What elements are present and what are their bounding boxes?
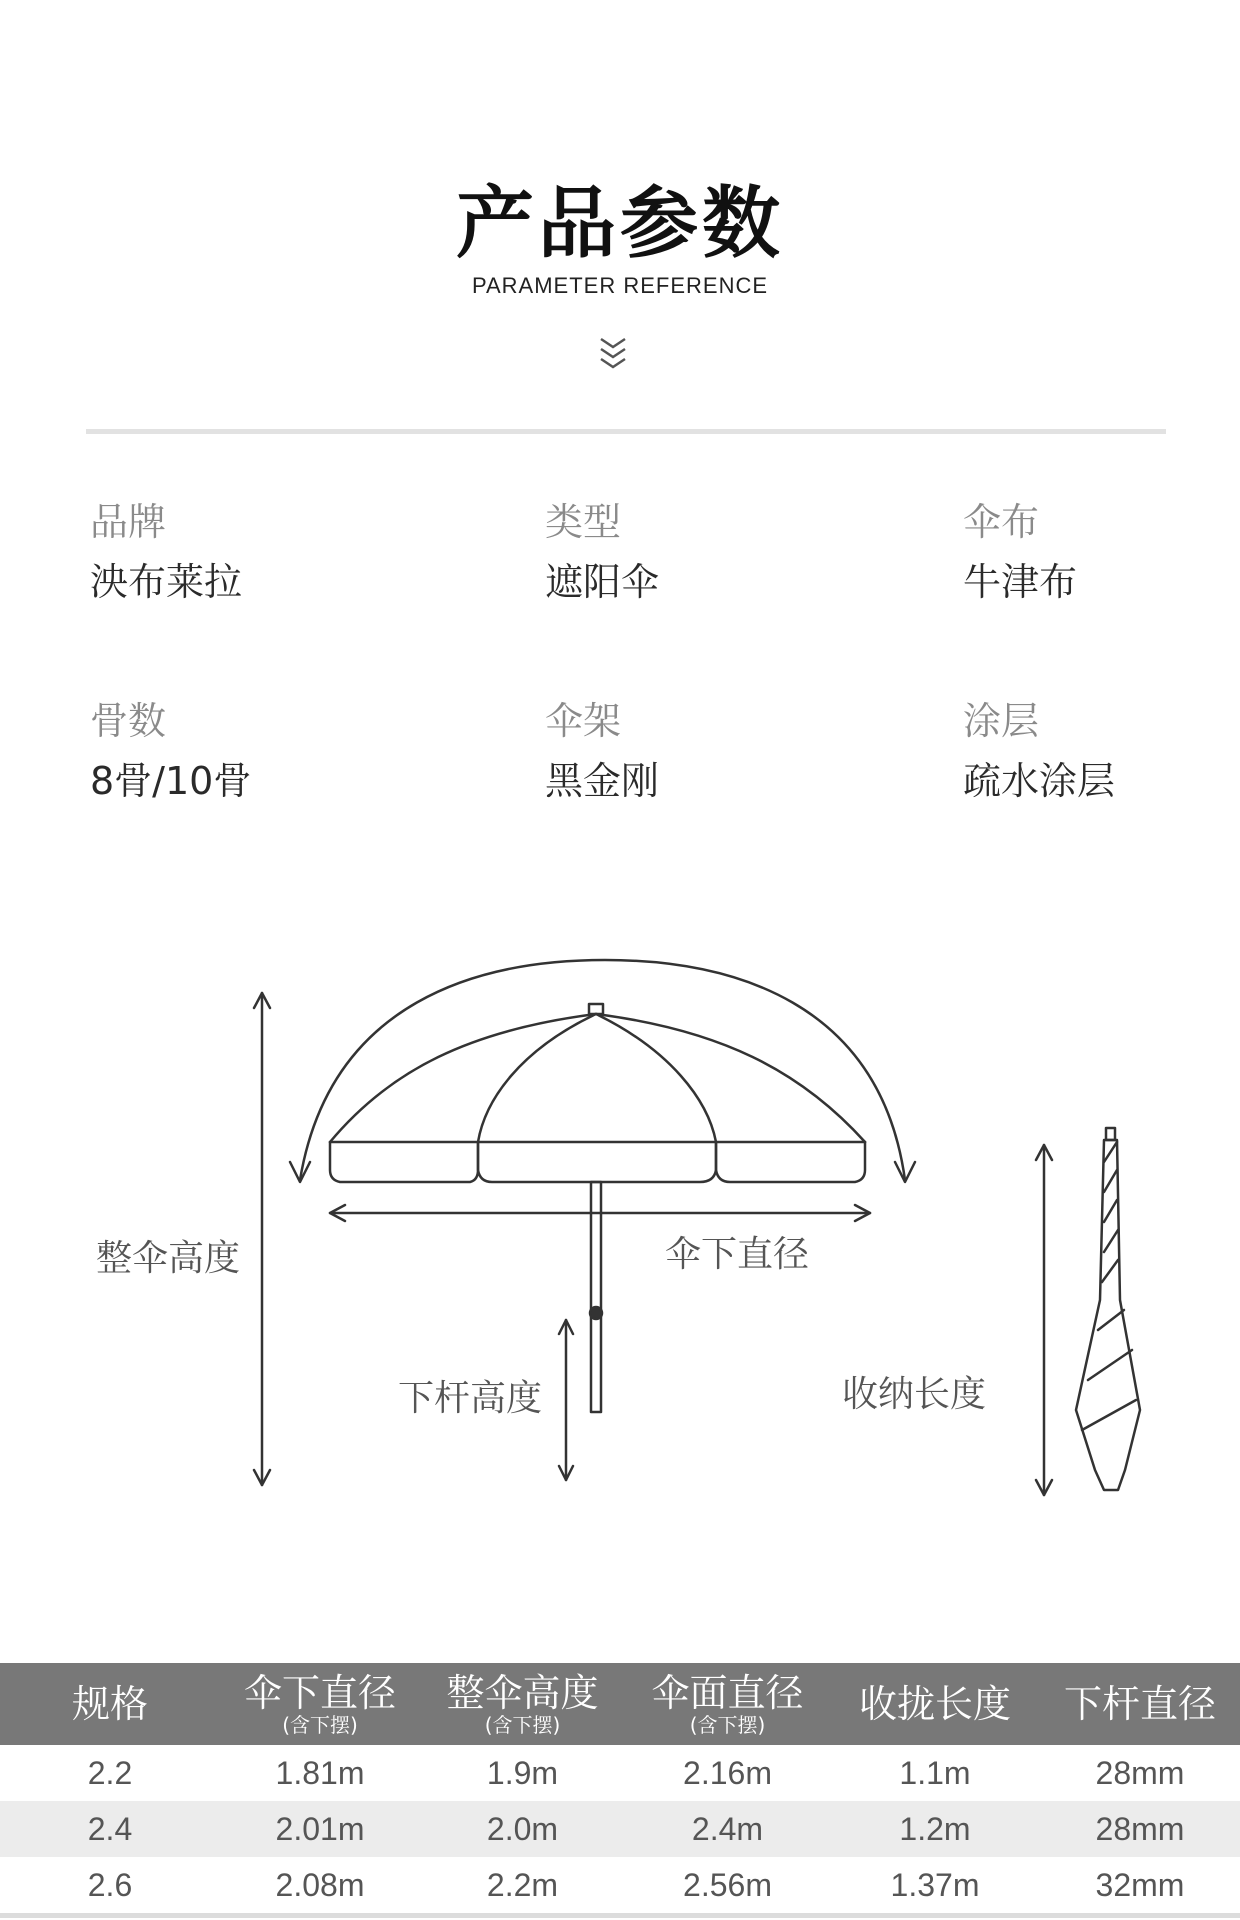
folded-stripe <box>1104 1200 1117 1222</box>
spec-value: 泱布莱拉 <box>90 560 243 604</box>
table-header-cell <box>0 1663 220 1745</box>
table-cell: 1.37m <box>890 1866 980 1903</box>
arc-line <box>300 960 905 1180</box>
folded-stripe <box>1104 1170 1117 1192</box>
table-cell: 2.56m <box>683 1866 772 1903</box>
table-row <box>0 1801 1240 1857</box>
table-cell: 2.0m <box>486 1810 559 1847</box>
spec-label: 类型 <box>545 500 622 544</box>
canopy-top <box>589 1004 603 1014</box>
header-sub: (含下摆) <box>282 1713 358 1737</box>
page-title: 产品参数 <box>455 179 784 269</box>
folded-stripe <box>1104 1230 1118 1252</box>
spec-value: 疏水涂层 <box>963 759 1116 803</box>
divider <box>86 429 1166 434</box>
table-cell: 2.01m <box>275 1810 365 1847</box>
spec-value: 牛津布 <box>963 560 1078 604</box>
folded-stripe <box>1104 1142 1117 1162</box>
spec-label: 伞布 <box>963 500 1040 544</box>
table-cell: 1.1m <box>899 1754 971 1791</box>
header-main: 规格 <box>71 1682 148 1726</box>
table-cell: 2.16m <box>683 1754 772 1791</box>
spec-label: 骨数 <box>90 699 167 743</box>
folded-umbrella <box>1076 1140 1140 1490</box>
table-header <box>0 1663 1240 1745</box>
folded-tip <box>1106 1128 1115 1140</box>
table-header-cell <box>220 1663 420 1745</box>
table-bottom-border <box>0 1913 1240 1918</box>
table-cell: 28mm <box>1095 1810 1185 1847</box>
folded-stripe <box>1088 1350 1132 1380</box>
spec-value: 8骨/10骨 <box>90 759 252 803</box>
table-cell: 28mm <box>1095 1754 1185 1791</box>
header-sub: (含下摆) <box>484 1713 561 1737</box>
label-total-height: 整伞高度 <box>96 1238 241 1279</box>
spec-frame <box>545 697 659 805</box>
spec-label: 涂层 <box>963 699 1040 743</box>
folded-stripe <box>1102 1260 1118 1282</box>
canopy-rib <box>478 1014 596 1142</box>
table-header-cell <box>1040 1663 1240 1745</box>
header-sub: (含下摆) <box>689 1713 766 1737</box>
folded-stripe <box>1082 1400 1136 1430</box>
header-main: 整伞高度 <box>446 1671 599 1715</box>
spec-brand <box>90 498 242 606</box>
table-header-cell <box>830 1663 1040 1745</box>
header-main: 收拢长度 <box>858 1682 1011 1726</box>
valance-panel <box>478 1142 716 1182</box>
table-cell: 2.2m <box>486 1866 559 1903</box>
folded-stripe <box>1098 1310 1124 1330</box>
table-row <box>0 1857 1240 1913</box>
table-cell: 1.2m <box>899 1810 971 1847</box>
header-main: 伞下直径 <box>243 1671 396 1715</box>
table-cell: 2.4m <box>691 1810 764 1847</box>
table-row <box>0 1745 1240 1801</box>
spec-fabric <box>963 498 1077 606</box>
table-cell: 2.2 <box>87 1754 133 1791</box>
label-canopy-diameter: 伞下直径 <box>665 1234 810 1275</box>
spec-ribs <box>90 697 251 805</box>
spec-label: 品牌 <box>90 500 167 544</box>
spec-value: 遮阳伞 <box>545 560 660 604</box>
table-cell: 2.08m <box>275 1866 365 1903</box>
table-cell: 2.4 <box>87 1810 133 1847</box>
table-cell: 1.9m <box>486 1754 559 1791</box>
label-folded-length: 收纳长度 <box>842 1374 987 1415</box>
label-pole-height: 下杆高度 <box>398 1378 543 1419</box>
valance-panel <box>716 1142 865 1182</box>
page-subtitle: PARAMETER REFERENCE <box>471 273 769 298</box>
spec-coating <box>963 697 1115 805</box>
pole-joint <box>590 1307 602 1319</box>
umbrella-pole <box>591 1182 601 1412</box>
valance-panel <box>330 1142 478 1182</box>
canopy-rib <box>596 1014 716 1142</box>
header-main: 伞面直径 <box>651 1671 804 1715</box>
table-cell: 2.6 <box>87 1866 133 1903</box>
table-header-cell <box>625 1663 830 1745</box>
header-main: 下杆直径 <box>1063 1682 1216 1726</box>
chevron-down-icon <box>595 333 631 373</box>
umbrella-drawing <box>0 930 1240 1520</box>
umbrella-diagram <box>0 930 1240 1520</box>
table-header-cell <box>420 1663 625 1745</box>
canopy-outline <box>330 1014 865 1142</box>
table-cell: 1.81m <box>275 1754 365 1791</box>
spec-label: 伞架 <box>545 699 622 743</box>
table-cell: 32mm <box>1095 1866 1185 1903</box>
spec-table <box>0 1663 1240 1918</box>
spec-value: 黑金刚 <box>545 759 660 803</box>
spec-type <box>545 498 659 606</box>
